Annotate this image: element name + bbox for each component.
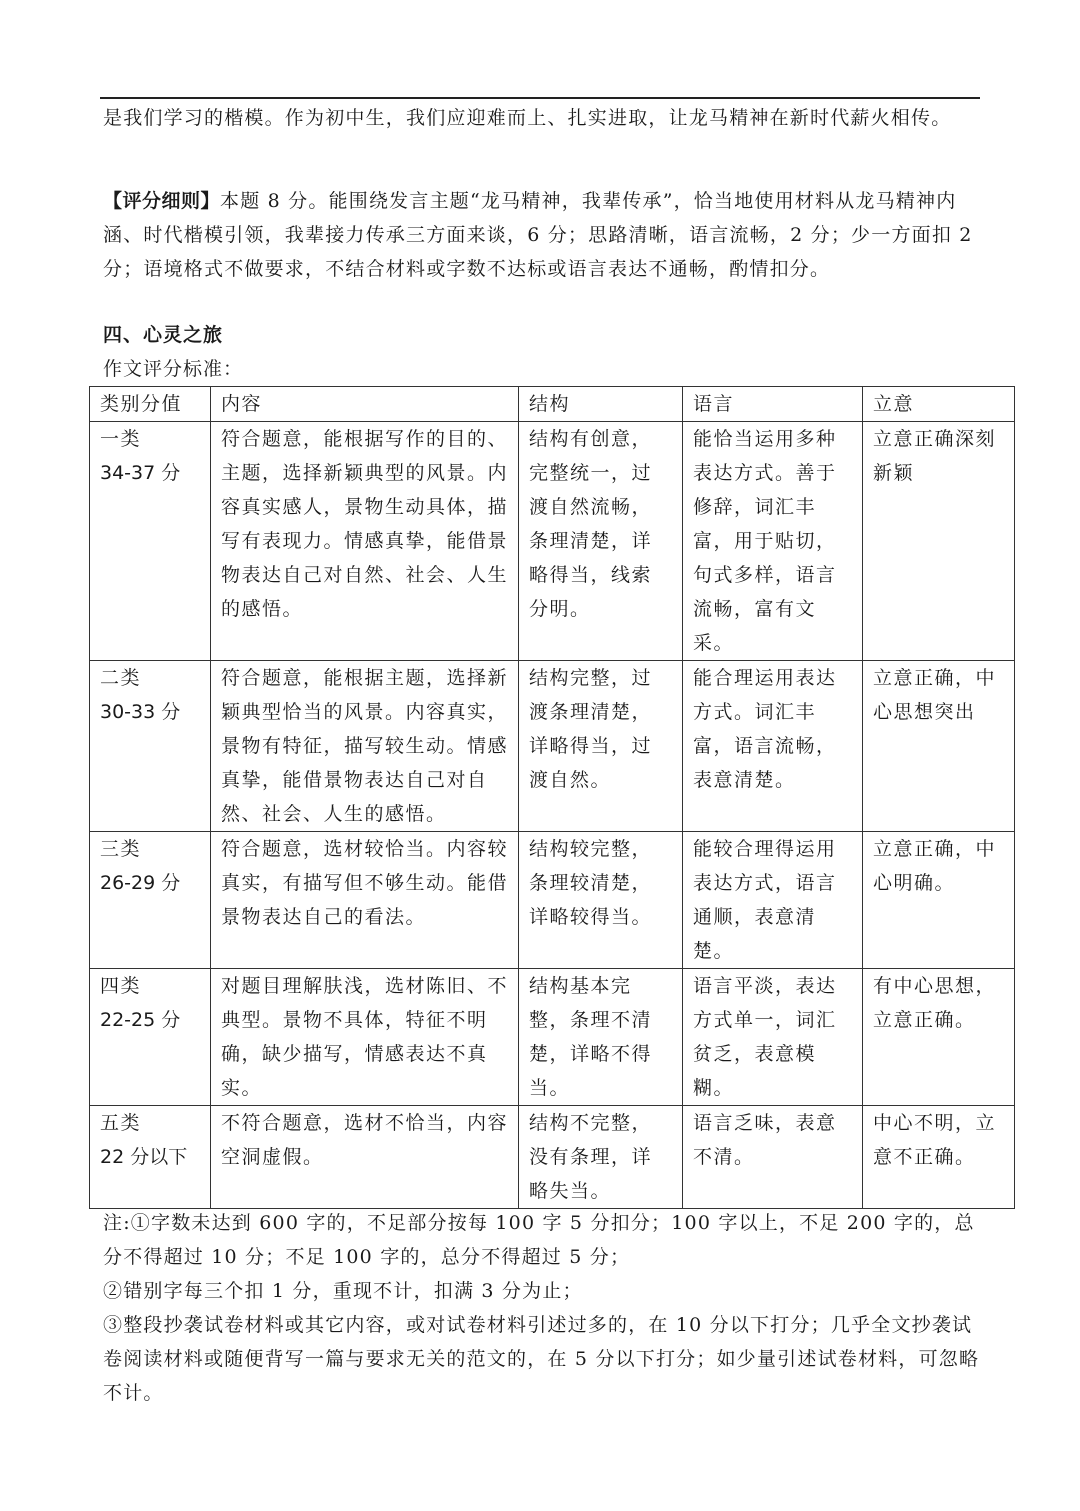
category-name: 二类	[100, 667, 142, 689]
structure-cell: 结构较完整，条理较清楚，详略较得当。	[519, 832, 683, 969]
grading-rules-label: 【评分细则】	[103, 190, 221, 212]
category-score: 26-29 分	[100, 872, 181, 894]
category-score: 34-37 分	[100, 462, 181, 484]
category-score: 30-33 分	[100, 701, 181, 723]
language-cell: 语言乏味，表意不清。	[683, 1106, 863, 1209]
structure-cell: 结构完整，过渡条理清楚，详略得当，过渡自然。	[519, 661, 683, 832]
category-score: 22-25 分	[100, 1009, 181, 1031]
theme-cell: 立意正确，中心思想突出	[863, 661, 1015, 832]
language-cell: 能恰当运用多种表达方式。善于修辞，词汇丰富，用于贴切，句式多样，语言流畅，富有文采。	[683, 422, 863, 661]
category-cell	[90, 422, 211, 661]
category-cell	[90, 1106, 211, 1209]
table-caption: 作文评分标准：	[103, 358, 244, 380]
language-cell: 能合理运用表达方式。词汇丰富，语言流畅，表意清楚。	[683, 661, 863, 832]
top-divider	[100, 97, 980, 99]
language-cell: 能较合理得运用表达方式，语言通顺，表意清楚。	[683, 832, 863, 969]
notes-section	[103, 1206, 988, 1410]
content-cell: 对题目理解肤浅，选材陈旧、不典型。景物不具体，特征不明确，缺少描写，情感表达不真实。	[211, 969, 519, 1106]
header-content: 内容	[211, 387, 519, 422]
header-structure: 结构	[519, 387, 683, 422]
structure-cell: 结构有创意，完整统一，过渡自然流畅，条理清楚，详略得当，线索分明。	[519, 422, 683, 661]
table-row	[90, 661, 1015, 832]
table-row	[90, 1106, 1015, 1209]
section-heading: 四、心灵之旅	[103, 324, 224, 346]
grading-rules-text: 本题 8 分。能围绕发言主题“龙马精神，我辈传承”，恰当地使用材料从龙马精神内涵、时代楷模引领，我辈接力传承三方面来谈，6 分；思路清晰，语言流畅，2 分；少一方面扣 2 分；语境格式不做要求，不结合材料或字数不达标或语言表达不通畅，酌情扣分。	[103, 190, 973, 280]
category-cell	[90, 661, 211, 832]
category-cell	[90, 969, 211, 1106]
note-word-count: 注:①字数未达到 600 字的，不足部分按每 100 字 5 分扣分；100 字以上，不足 200 字的，总分不得超过 10 分；不足 100 字的，总分不得超过 5 分；	[103, 1212, 975, 1268]
theme-cell: 立意正确，中心明确。	[863, 832, 1015, 969]
header-theme: 立意	[863, 387, 1015, 422]
content-cell: 不符合题意，选材不恰当，内容空洞虚假。	[211, 1106, 519, 1209]
essay-scoring-table	[89, 386, 1015, 1209]
intro-paragraph: 是我们学习的楷模。作为初中生，我们应迎难而上、扎实进取，让龙马精神在新时代薪火相传。	[103, 107, 952, 129]
category-name: 五类	[100, 1112, 142, 1134]
category-name: 三类	[100, 838, 142, 860]
table-row	[90, 422, 1015, 661]
category-name: 一类	[100, 428, 142, 450]
category-name: 四类	[100, 975, 142, 997]
table-header-row	[90, 387, 1015, 422]
table-row	[90, 969, 1015, 1106]
content-cell: 符合题意，选材较恰当。内容较真实，有描写但不够生动。能借景物表达自己的看法。	[211, 832, 519, 969]
header-category-score: 类别分值	[90, 387, 211, 422]
theme-cell: 有中心思想，立意正确。	[863, 969, 1015, 1106]
theme-cell: 中心不明，立意不正确。	[863, 1106, 1015, 1209]
header-language: 语言	[683, 387, 863, 422]
grading-rules-paragraph	[103, 184, 983, 286]
language-cell: 语言平淡，表达方式单一，词汇贫乏，表意模糊。	[683, 969, 863, 1106]
content-cell: 符合题意，能根据主题，选择新颖典型恰当的风景。内容真实，景物有特征，描写较生动。情感真挚，能借景物表达自己对自然、社会、人生的感悟。	[211, 661, 519, 832]
category-score: 22 分以下	[100, 1146, 188, 1168]
category-cell	[90, 832, 211, 969]
structure-cell: 结构不完整，没有条理，详略失当。	[519, 1106, 683, 1209]
theme-cell: 立意正确深刻新颖	[863, 422, 1015, 661]
table-row	[90, 832, 1015, 969]
content-cell: 符合题意，能根据写作的目的、主题，选择新颖典型的风景。内容真实感人，景物生动具体，描写有表现力。情感真挚，能借景物表达自己对自然、社会、人生的感悟。	[211, 422, 519, 661]
structure-cell: 结构基本完整，条理不清楚，详略不得当。	[519, 969, 683, 1106]
note-plagiarism: ③整段抄袭试卷材料或其它内容，或对试卷材料引述过多的，在 10 分以下打分；几乎全文抄袭试卷阅读材料或随便背写一篇与要求无关的范文的，在 5 分以下打分；如少量引述试卷材料，可忽略不计。	[103, 1314, 980, 1404]
note-typos: ②错别字每三个扣 1 分，重现不计，扣满 3 分为止；	[103, 1280, 583, 1302]
